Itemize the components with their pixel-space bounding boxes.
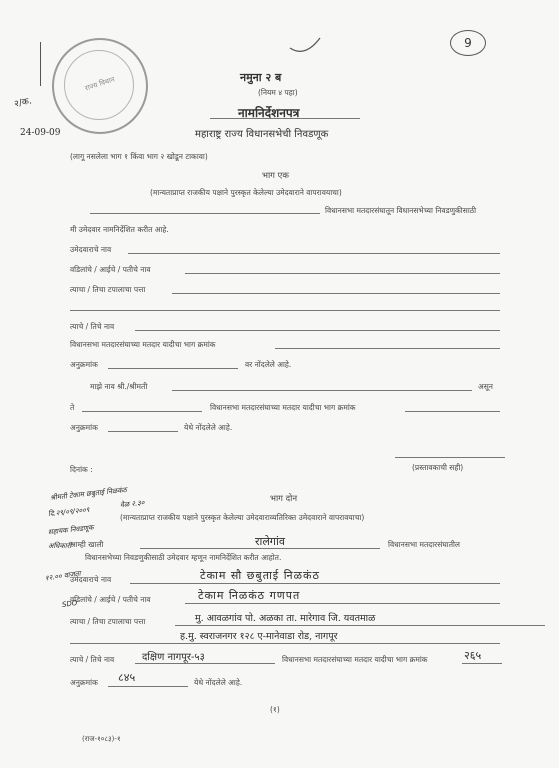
p2-candidate-name-label: उमेदवाराचे नाव (70, 575, 112, 584)
p2-address-value-1: मु. आवळगांव पो. अळका ता. मारेगाव जि. यवतमाळ (195, 613, 376, 624)
p1-signature-label: (प्रस्तावकाची सही) (412, 463, 464, 472)
p1-registered: वर नोंदलेले आहे. (245, 360, 292, 369)
p1-hai: असून (478, 382, 493, 391)
form-number: नमुना २ ब (240, 71, 282, 84)
p1-his-name-field[interactable] (135, 330, 500, 331)
p1-serial2-label: अनुक्रमांक (70, 423, 98, 432)
margin-note-5: अधिकारी (48, 542, 72, 550)
p2-father-name-label: वडिलांचे / आईचे / पतीचे नाव (70, 595, 151, 604)
margin-note-1: श्रीमती टेकाम छबुताई निळकंठ (49, 486, 128, 503)
p2-address-field-2[interactable] (70, 643, 500, 644)
p1-address-field[interactable] (172, 293, 500, 294)
p2-his-name-value: दक्षिण नागपूर-५३ (142, 652, 205, 663)
p1-date-label: दिनांक : (70, 465, 93, 474)
official-seal-stamp (52, 38, 148, 134)
p1-roll-part2-field[interactable] (405, 411, 500, 412)
p2-serial-field[interactable] (108, 686, 188, 687)
p2-father-name-value: टेकाम निळकंठ गणपत (198, 589, 301, 602)
p2-constituency-value: रालेगांव (255, 535, 285, 548)
p1-address-field-2[interactable] (70, 310, 500, 311)
p1-roll-part-field[interactable] (275, 348, 500, 349)
p1-address-label: त्याचा / तिचा टपालाचा पत्ता (70, 285, 146, 294)
margin-note-2: दि.२९/०९/२००९ (47, 505, 90, 519)
p2-address-label: त्याचा / तिचा टपालाचा पत्ता (70, 617, 146, 626)
page-mark-circle: 9 (450, 30, 486, 56)
p2-we-undersigned: आम्ही खाली (70, 540, 104, 549)
p1-te-field[interactable] (82, 411, 202, 412)
form-title: नामनिर्देशनपत्र (238, 106, 300, 120)
p2-roll-part-field[interactable] (462, 663, 502, 664)
p1-serial2-field[interactable] (108, 431, 178, 432)
p1-registered2: येथे नोंदलेले आहे. (184, 423, 233, 432)
p2-father-name-field[interactable] (185, 603, 500, 604)
part-one-heading: भाग एक (262, 171, 289, 181)
part-two-heading: भाग दोन (270, 494, 298, 504)
p2-address-value-2: ह.मु. स्वराजनगर १२८ ए-मानेवाडा रोड, नागपूर (180, 631, 338, 642)
p2-roll-part-label: विधानसभा मतदारसंघाच्या मतदार यादीचा भाग क्रमांक (282, 655, 428, 664)
part-two-caption: (मान्यताप्राप्त राजकीय पक्षाने पुरस्कृत केलेल्या उमेदवाराव्यतिरिक्त उमेदवाराने वापरावयाचा) (120, 513, 365, 522)
part-one-caption: (मान्यताप्राप्त राजकीय पक्षाने पुरस्कृत केलेल्या उमेदवाराने वापरावयाचा) (150, 188, 342, 197)
stamp-date: 24-09-09 (20, 128, 61, 138)
p1-nominate-line: मी उमेदवार नामनिर्देशित करीत आहे. (70, 225, 169, 234)
p2-serial-value: ८४५ (118, 671, 136, 684)
form-subtitle: महाराष्ट्र राज्य विधानसभेची निवडणूक (195, 129, 329, 140)
p2-his-name-field[interactable] (135, 663, 275, 664)
margin-note-6: १२.०० वाजता (44, 569, 82, 583)
p2-candidate-name-value: टेकाम सौ छबुताई निळकंठ (200, 569, 320, 582)
p1-father-name-field[interactable] (185, 273, 500, 274)
p2-constituency-suffix: विधानसभा मतदारसंघातील (388, 540, 460, 549)
p2-roll-part-value: २६५ (464, 649, 482, 662)
p1-serial-label: अनुक्रमांक (70, 360, 98, 369)
form-rule: (नियम ४ पहा) (258, 88, 298, 97)
handwritten-initial: २/क. (13, 96, 33, 110)
p2-candidate-name-field[interactable] (130, 583, 500, 584)
p1-father-name-label: वडिलांचे / आईचे / पतीचे नाव (70, 265, 151, 274)
p1-constituency-suffix: विधानसभा मतदारसंघातून विधानसभेच्या निवडणुकीसाठी (325, 206, 477, 215)
p1-my-name-field[interactable] (172, 390, 472, 391)
p1-roll-part-label: विधानसभा मतदारसंघाच्या मतदार यादीचा भाग क्रमांक (70, 340, 216, 349)
seal-text: राज्य विधान (84, 75, 116, 93)
p1-candidate-name-label: उमेदवाराचे नाव (70, 245, 112, 254)
p1-te: ते (70, 403, 75, 412)
p2-address-field[interactable] (175, 625, 545, 626)
applicability-note: (लागू नसलेला भाग १ किंवा भाग २ खोडून टाकावा) (70, 152, 208, 161)
p2-serial-label: अनुक्रमांक (70, 678, 98, 687)
margin-note-7: SDO (61, 598, 78, 610)
margin-tick (40, 42, 41, 86)
title-underline (210, 118, 360, 119)
p2-nominate-line: विधानसभेच्या निवडणुकीसाठी उमेदवार म्हणून नामनिर्देशित करीत आहोत. (85, 553, 282, 562)
p1-roll-part2-label: विधानसभा मतदारसंघाच्या मतदार यादीचा भाग क्रमांक (210, 403, 356, 412)
p1-his-name-label: त्याचे / तिचे नाव (70, 322, 115, 331)
margin-note-3: वेळ २.३० (119, 498, 145, 510)
p1-candidate-name-field[interactable] (128, 253, 500, 254)
margin-note-4: सहायक निवडणूक (47, 523, 94, 537)
page-number: (१) (270, 705, 280, 714)
scribble-mark (285, 18, 325, 58)
p1-serial-field[interactable] (108, 368, 238, 369)
p1-signature-line[interactable] (395, 457, 505, 458)
p2-registered: येथे नोंदलेले आहे. (194, 678, 243, 687)
print-code: (राज-१०८३)-१ (82, 735, 121, 743)
p1-constituency-line (90, 213, 320, 214)
p1-my-name-label: माझे नाव श्री./श्रीमती (90, 382, 148, 391)
p2-his-name-label: त्याचे / तिचे नाव (70, 655, 115, 664)
